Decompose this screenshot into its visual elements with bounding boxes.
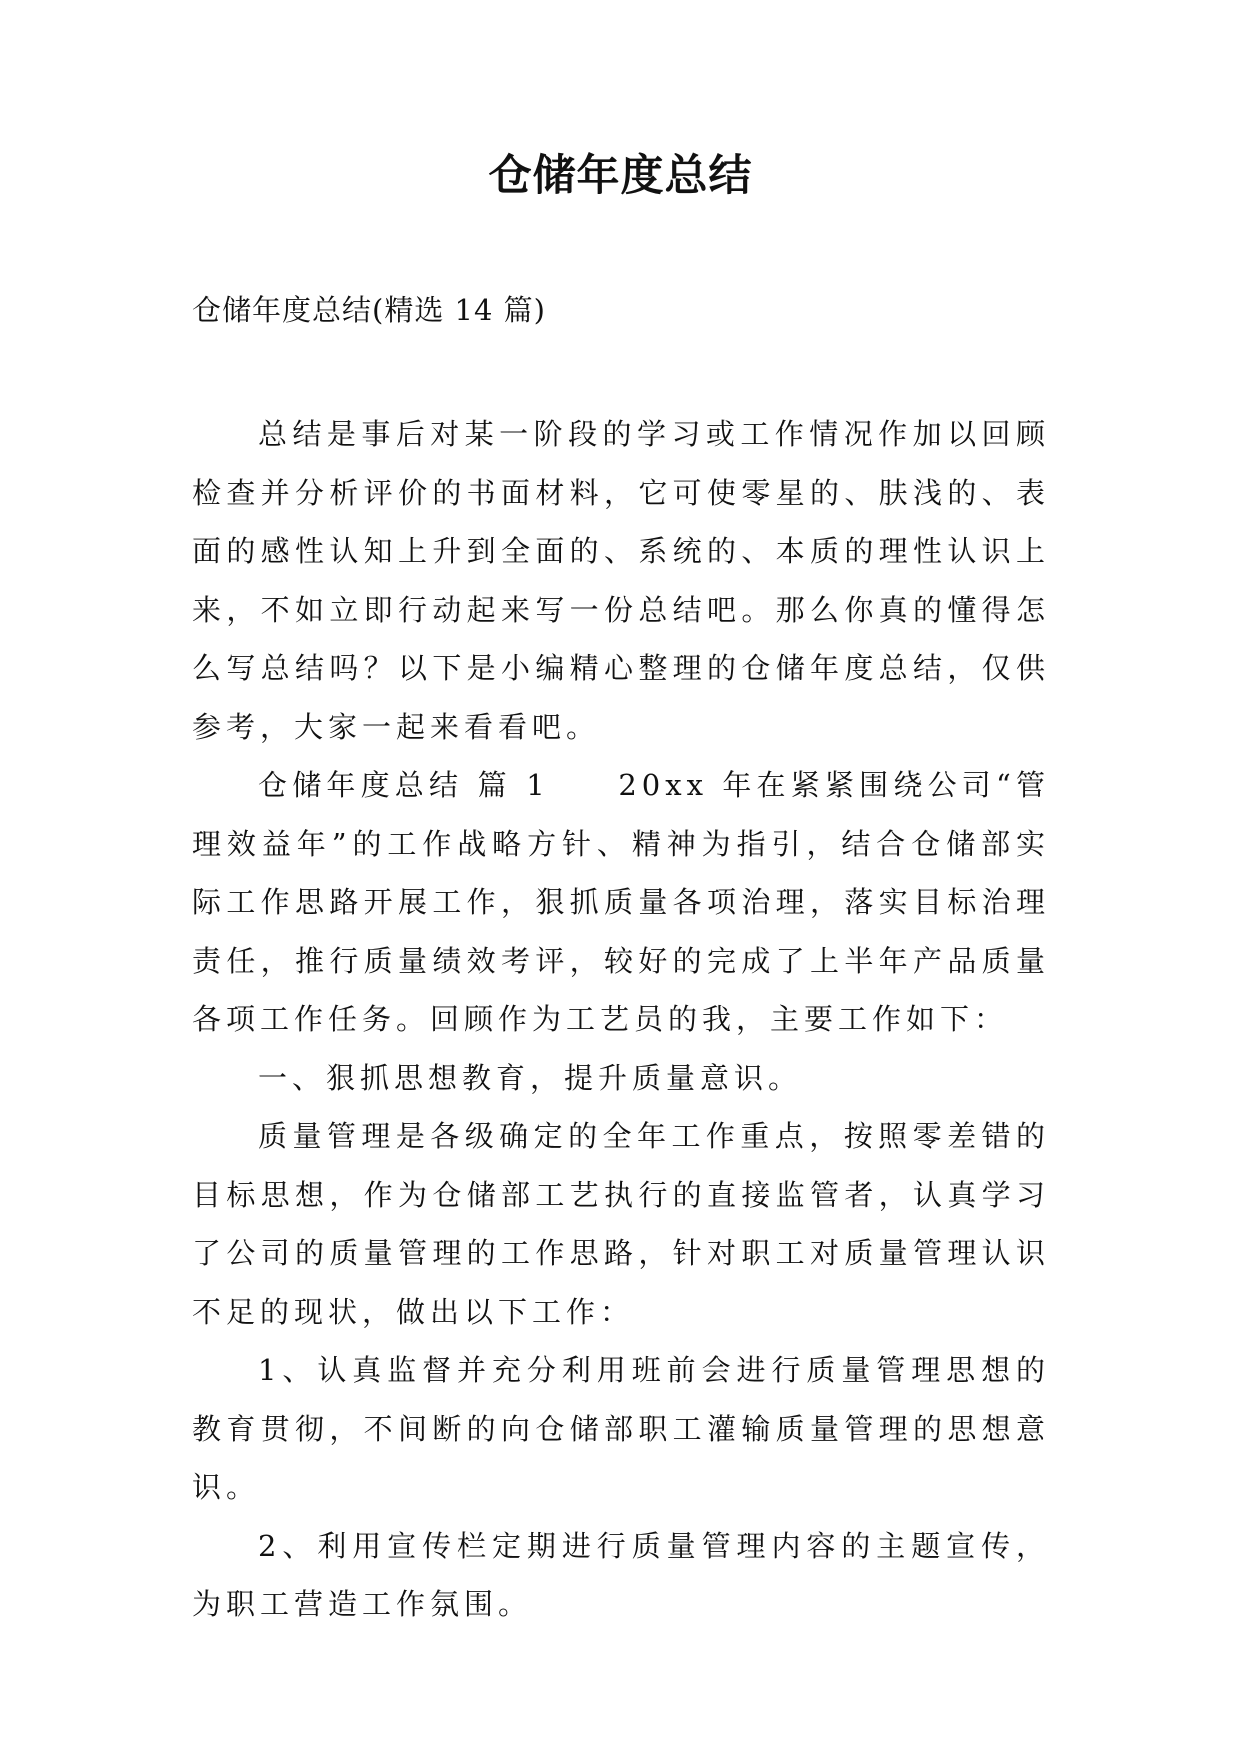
- list-item-2: 2、利用宣传栏定期进行质量管理内容的主题宣传，为职工营造工作氛围。: [192, 1528, 1050, 1621]
- intro-paragraph: 总结是事后对某一阶段的学习或工作情况作加以回顾检查并分析评价的书面材料，它可使零星的、肤浅的、表面的感性认知上升到全面的、系统的、本质的理性认识上来，不如立即行动起来写一份总结吧。那么你真的懂得怎么写总结吗？以下是小编精心整理的仓储年度总结，仅供参考，大家一起来看看吧。: [192, 417, 1050, 744]
- list-item-1: 1、认真监督并充分利用班前会进行质量管理思想的教育贯彻，不间断的向仓储部职工灌输质量管理的思想意识。: [192, 1353, 1050, 1504]
- quality-management-paragraph: 质量管理是各级确定的全年工作重点，按照零差错的目标思想，作为仓储部工艺执行的直接监管者，认真学习了公司的质量管理的工作思路，针对职工对质量管理认识不足的现状，做出以下工作：: [192, 1119, 1050, 1329]
- document-title: 仓储年度总结: [488, 151, 753, 201]
- document-body: [192, 405, 1050, 1634]
- heading-quality-awareness: 一、狠抓思想教育，提升质量意识。: [258, 1060, 803, 1095]
- section-1-paragraph: 仓储年度总结 篇 1 20xx 年在紧紧围绕公司“管理效益年”的工作战略方针、精神为指引，结合仓储部实际工作思路开展工作，狠抓质量各项治理，落实目标治理责任，推行质量绩效考评，较好的完成了上半年产品质量各项工作任务。回顾作为工艺员的我，主要工作如下：: [192, 768, 1050, 1036]
- document-subtitle: 仓储年度总结(精选 14 篇): [192, 293, 546, 327]
